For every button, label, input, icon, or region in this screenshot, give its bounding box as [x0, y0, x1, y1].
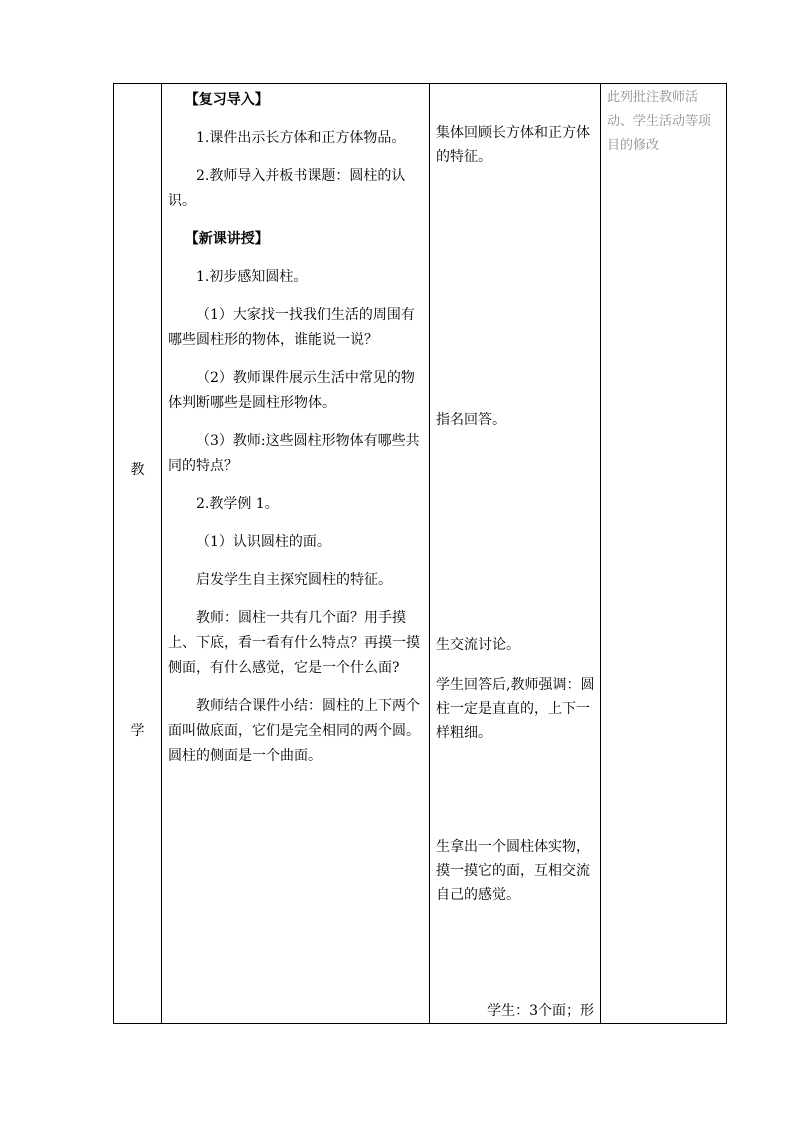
lesson-plan-table: [113, 83, 727, 1024]
student-activity-text: [436, 84, 598, 1023]
section-heading-new-lesson: 【新课讲授】: [184, 231, 269, 247]
student-note: 集体回顾长方体和正方体的特征。: [436, 125, 590, 165]
revision-notes: 此列批注教师活动、学生活动等项目的修改: [607, 90, 712, 153]
teacher-activity-text: [162, 88, 429, 769]
student-activity-cell: [430, 84, 601, 1024]
student-note: 学生回答后,教师强调：圆柱一定是直直的，上下一样粗细。: [436, 677, 595, 741]
teacher-paragraph: （1）认识圆柱的面。: [196, 534, 331, 550]
teacher-activity-cell: [162, 84, 430, 1024]
teacher-paragraph: 启发学生自主探究圆柱的特征。: [196, 572, 392, 588]
teacher-paragraph: 1.初步感知圆柱。: [196, 269, 308, 285]
notes-cell: [601, 84, 727, 1024]
teacher-paragraph: 1.课件出示长方体和正方体物品。: [196, 130, 406, 146]
teacher-paragraph: （3）教师:这些圆柱形物体有哪些共同的特点？: [168, 433, 420, 474]
student-note: 生交流讨论。: [436, 637, 520, 653]
teacher-paragraph: 教师：圆柱一共有几个面？用手摸上、下底，看一看有什么特点？再摸一摸侧面，有什么感觉，它是一个什么面?: [168, 610, 420, 676]
side-label-top-char: 教: [130, 462, 145, 478]
teacher-paragraph: 2.教师导入并板书课题：圆柱的认识。: [168, 168, 406, 209]
teacher-paragraph: 2.教学例 1。: [196, 496, 279, 512]
student-note: 学生：3个面；形: [487, 1003, 594, 1019]
side-label-bottom-char: 学: [130, 723, 145, 739]
teacher-paragraph: （2）教师课件展示生活中常见的物体判断哪些是圆柱形物体。: [168, 370, 415, 411]
side-label-cell: [114, 84, 162, 1024]
student-note: 指名回答。: [436, 412, 506, 428]
student-note: 生拿出一个圆柱体实物，摸一摸它的面，互相交流自己的感觉。: [436, 839, 590, 903]
section-heading-review: 【复习导入】: [184, 92, 269, 108]
teacher-paragraph: （1）大家找一找我们生活的周围有哪些圆柱形的物体，谁能说一说？: [168, 307, 415, 348]
teacher-paragraph: 教师结合课件小结：圆柱的上下两个面叫做底面，它们是完全相同的两个圆。圆柱的侧面是一个曲面。: [168, 698, 420, 764]
